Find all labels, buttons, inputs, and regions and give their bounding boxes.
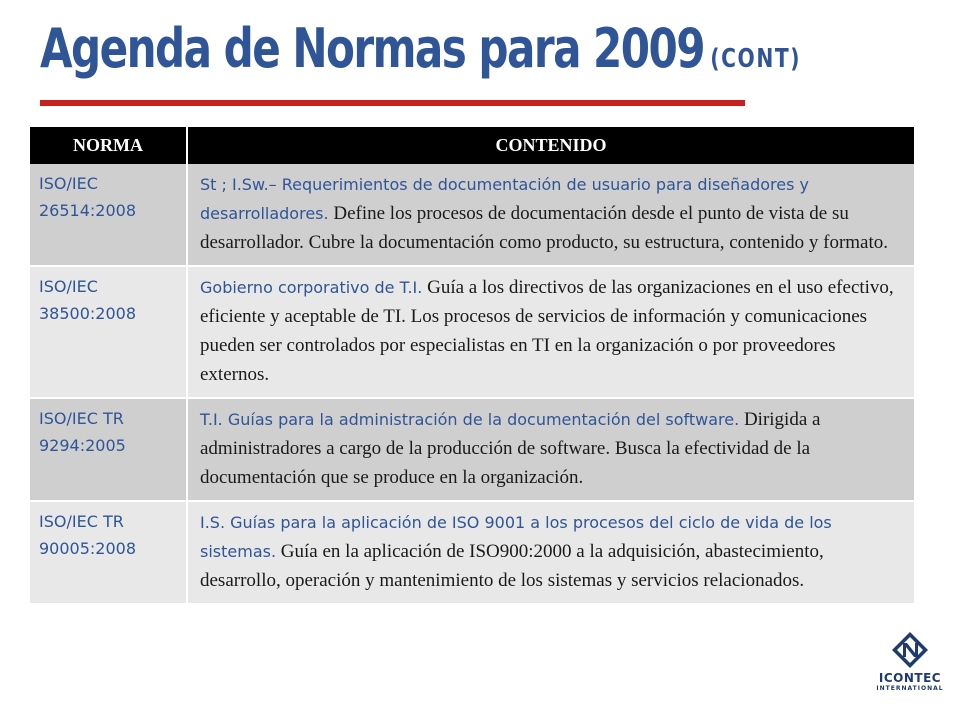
agenda-table (30, 127, 914, 605)
table-row (30, 164, 914, 267)
icontec-logo (872, 630, 948, 710)
norma-cell: ISO/IEC TR 9294:2005 (30, 399, 188, 502)
slide-title-suffix: (CONT) (710, 44, 802, 74)
table-header-row (30, 127, 914, 164)
table-row (30, 399, 914, 502)
logo-name: ICONTEC (878, 671, 942, 685)
table-row (30, 267, 914, 399)
header-norma: NORMA (30, 127, 188, 164)
slide-title (40, 16, 801, 92)
content-lead: I.S. Guías para la aplicación de ISO 9001 a los procesos del ciclo de vida de los sistemas. (200, 513, 832, 561)
content-lead: Gobierno corporativo de T.I. (200, 278, 423, 297)
norma-cell: ISO/IEC 38500:2008 (30, 267, 188, 399)
content-body: Guía en la aplicación de ISO900:2000 a la adquisición, abastecimiento, desarrollo, operación y mantenimiento de los sistemas y servicios relacionados. (200, 541, 824, 591)
content-lead: St ; I.Sw.– Requerimientos de documentación de usuario para diseñadores y desarrolladores. (200, 175, 809, 223)
content-cell (188, 502, 914, 605)
content-body: Dirigida a administradores a cargo de la producción de software. Busca la efectividad de la documentación que se produce en la organización. (200, 409, 821, 488)
content-body: Define los procesos de documentación desde el punto de vista de su desarrollador. Cubre la documentación como producto, su estructura, contenido y formato. (200, 203, 889, 253)
slide-title-main: Agenda de Normas para 2009 (40, 17, 705, 80)
content-cell (188, 164, 914, 267)
content-cell (188, 267, 914, 399)
content-cell (188, 399, 914, 502)
title-underline (40, 100, 745, 106)
content-lead: T.I. Guías para la administración de la documentación del software. (200, 410, 740, 429)
icontec-emblem-icon (890, 630, 930, 670)
logo-subtitle: INTERNATIONAL (876, 685, 944, 692)
content-body: Guía a los directivos de las organizaciones en el uso efectivo, eficiente y aceptable de TI. Los procesos de servicios de información y comunicaciones pueden ser controlados por especialistas en TI en la organización o por proveedores externos. (200, 277, 894, 385)
norma-cell: ISO/IEC TR 90005:2008 (30, 502, 188, 605)
header-contenido: CONTENIDO (188, 127, 914, 164)
norma-cell: ISO/IEC 26514:2008 (30, 164, 188, 267)
table-row (30, 502, 914, 605)
